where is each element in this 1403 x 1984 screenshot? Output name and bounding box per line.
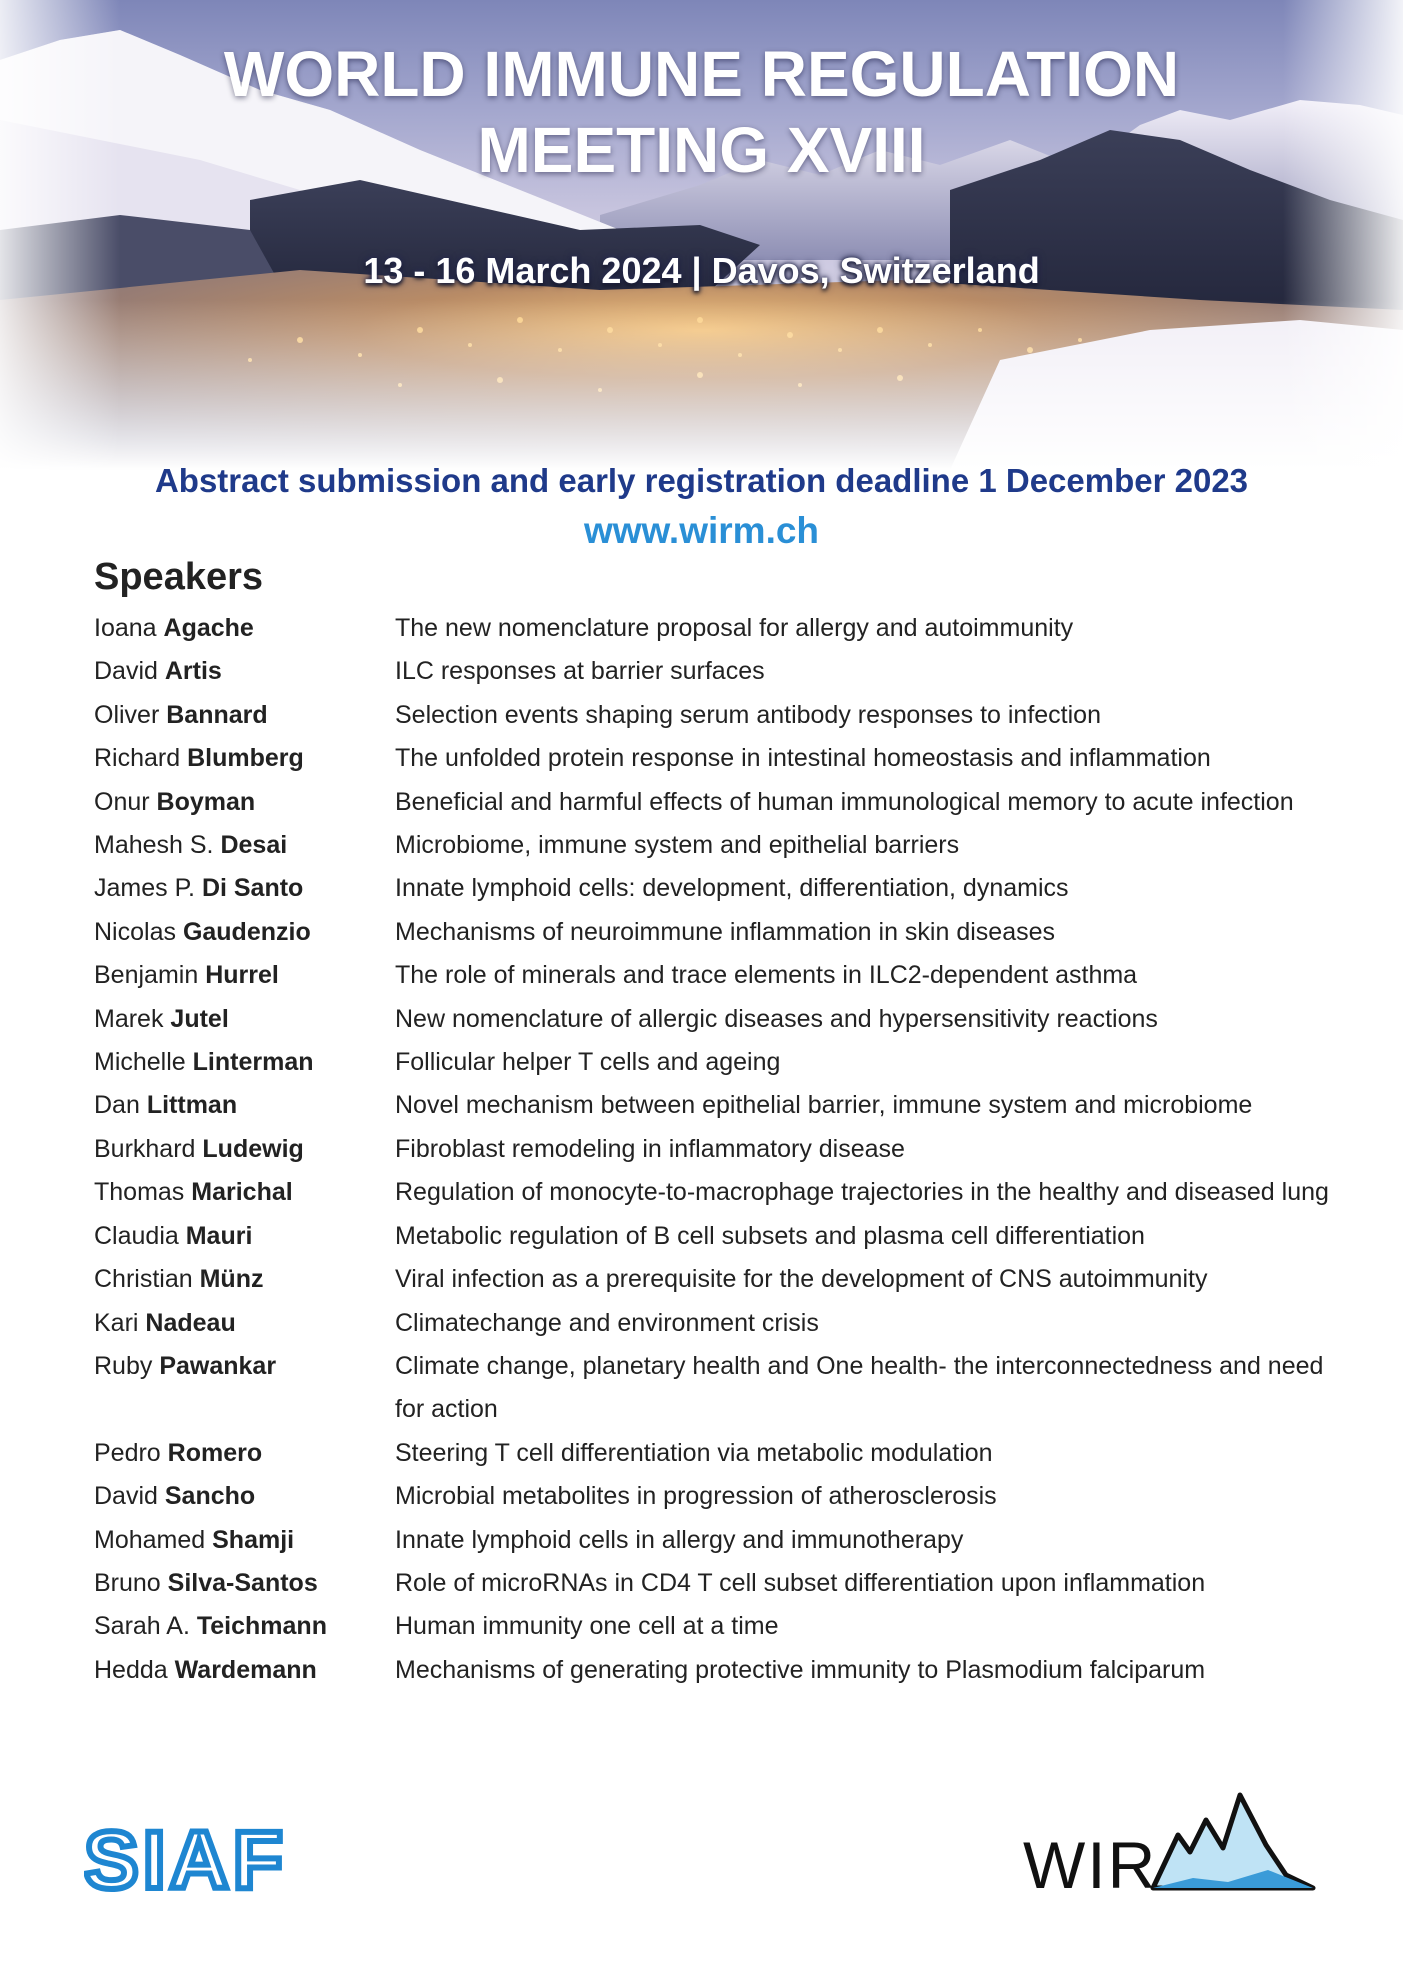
talk-title: Metabolic regulation of B cell subsets and plasma cell differentiation bbox=[395, 1221, 1145, 1250]
speaker-last-name: Shamji bbox=[212, 1525, 295, 1554]
speaker-last-name: Sancho bbox=[164, 1482, 256, 1511]
speaker-name bbox=[94, 737, 394, 780]
talk-title: Innate lymphoid cells in allergy and immunotherapy bbox=[395, 1525, 964, 1554]
talk-title: New nomenclature of allergic diseases and hypersensitivity reactions bbox=[395, 1004, 1158, 1033]
speaker-first-name: Ruby bbox=[94, 1351, 153, 1380]
speaker-first-name: Pedro bbox=[94, 1438, 161, 1467]
speaker-first-name: Mohamed bbox=[94, 1525, 206, 1554]
speaker-row bbox=[94, 1345, 1354, 1432]
speaker-row bbox=[94, 1084, 1354, 1127]
speaker-name bbox=[94, 1432, 394, 1475]
speaker-first-name: Bruno bbox=[94, 1568, 161, 1597]
speaker-last-name: Littman bbox=[146, 1091, 238, 1120]
talk-title: Role of microRNAs in CD4 T cell subset differentiation upon inflammation bbox=[395, 1568, 1206, 1597]
speakers-heading: Speakers bbox=[94, 556, 264, 598]
speaker-row bbox=[94, 1519, 1354, 1562]
speaker-last-name: Artis bbox=[164, 657, 222, 686]
speaker-first-name: Marek bbox=[94, 1004, 164, 1033]
talk-title: Viral infection as a prerequisite for the development of CNS autoimmunity bbox=[395, 1265, 1208, 1294]
speaker-name bbox=[94, 1171, 394, 1214]
talk-title: Mechanisms of neuroimmune inflammation in skin diseases bbox=[395, 917, 1056, 946]
event-date-location: 13 - 16 March 2024 | Davos, Switzerland bbox=[363, 250, 1040, 291]
speaker-first-name: Sarah A. bbox=[94, 1612, 190, 1641]
speaker-name bbox=[94, 1215, 394, 1258]
wirm-logo-text: WIR bbox=[1023, 1828, 1158, 1900]
speaker-row bbox=[94, 1128, 1354, 1171]
speaker-name bbox=[94, 867, 394, 910]
event-title-line-2: MEETING XVIII bbox=[477, 114, 926, 186]
speaker-last-name: Teichmann bbox=[196, 1612, 327, 1641]
speaker-last-name: Jutel bbox=[170, 1004, 229, 1033]
talk-title: Steering T cell differentiation via metabolic modulation bbox=[395, 1438, 993, 1467]
speaker-row bbox=[94, 824, 1354, 867]
speaker-name bbox=[94, 1128, 394, 1171]
speaker-row bbox=[94, 954, 1354, 997]
speaker-list bbox=[94, 607, 1354, 1692]
talk-title: Follicular helper T cells and ageing bbox=[395, 1048, 781, 1077]
speaker-name bbox=[94, 1562, 394, 1605]
talk-title: ILC responses at barrier surfaces bbox=[395, 657, 765, 686]
speaker-last-name: Gaudenzio bbox=[182, 917, 311, 946]
talk-title: Innate lymphoid cells: development, differentiation, dynamics bbox=[395, 874, 1069, 903]
speaker-last-name: Wardemann bbox=[174, 1655, 317, 1684]
talk-title: The unfolded protein response in intestinal homeostasis and inflammation bbox=[395, 744, 1211, 773]
speaker-row bbox=[94, 1171, 1354, 1214]
siaf-logo bbox=[84, 1822, 324, 1905]
speaker-last-name: Mauri bbox=[185, 1221, 253, 1250]
speaker-row bbox=[94, 867, 1354, 910]
speaker-row bbox=[94, 737, 1354, 780]
talk-title: Human immunity one cell at a time bbox=[395, 1612, 779, 1641]
talk-title: Regulation of monocyte-to-macrophage trajectories in the healthy and diseased lung bbox=[395, 1178, 1329, 1207]
speaker-last-name: Nadeau bbox=[145, 1308, 236, 1337]
talk-title: Mechanisms of generating protective immunity to Plasmodium falciparum bbox=[395, 1655, 1206, 1684]
speaker-last-name: Boyman bbox=[156, 787, 256, 816]
speaker-first-name: Hedda bbox=[94, 1655, 168, 1684]
speaker-name bbox=[94, 1258, 394, 1301]
speaker-name bbox=[94, 1084, 394, 1127]
website-link[interactable]: www.wirm.ch bbox=[583, 510, 820, 551]
talk-title: The role of minerals and trace elements in ILC2-dependent asthma bbox=[395, 961, 1138, 990]
speaker-first-name: David bbox=[94, 657, 158, 686]
speaker-first-name: Benjamin bbox=[94, 961, 199, 990]
speaker-first-name: David bbox=[94, 1482, 158, 1511]
speaker-name bbox=[94, 1302, 394, 1345]
header-banner bbox=[0, 0, 1403, 470]
speaker-row bbox=[94, 1432, 1354, 1475]
speaker-row bbox=[94, 607, 1354, 650]
speaker-row bbox=[94, 911, 1354, 954]
speaker-last-name: Marichal bbox=[191, 1178, 293, 1207]
speaker-row bbox=[94, 1258, 1354, 1301]
deadline-notice: Abstract submission and early registration deadline 1 December 2023 bbox=[154, 462, 1249, 499]
speaker-name bbox=[94, 824, 394, 867]
speaker-name bbox=[94, 998, 394, 1041]
talk-title: Beneficial and harmful effects of human immunological memory to acute infection bbox=[395, 787, 1294, 816]
speaker-first-name: Christian bbox=[94, 1265, 193, 1294]
speaker-name bbox=[94, 607, 394, 650]
talk-title: Microbial metabolites in progression of atherosclerosis bbox=[395, 1482, 997, 1511]
speaker-first-name: Claudia bbox=[94, 1221, 179, 1250]
speaker-row bbox=[94, 1041, 1354, 1084]
speaker-name bbox=[94, 1345, 394, 1388]
speaker-last-name: Agache bbox=[163, 614, 254, 642]
speaker-last-name: Ludewig bbox=[202, 1134, 304, 1163]
speaker-last-name: Blumberg bbox=[187, 744, 304, 773]
talk-title: Novel mechanism between epithelial barrier, immune system and microbiome bbox=[395, 1091, 1253, 1120]
speaker-name bbox=[94, 954, 394, 997]
speaker-first-name: Onur bbox=[94, 787, 150, 816]
wirm-logo bbox=[1018, 1790, 1318, 1905]
mountain-icon bbox=[1153, 1795, 1313, 1888]
speaker-name bbox=[94, 1605, 394, 1648]
speaker-name bbox=[94, 1041, 394, 1084]
speaker-row bbox=[94, 1562, 1354, 1605]
speaker-row bbox=[94, 650, 1354, 693]
speaker-row bbox=[94, 694, 1354, 737]
speaker-name bbox=[94, 781, 394, 824]
speaker-name bbox=[94, 1475, 394, 1518]
speaker-last-name: Münz bbox=[199, 1265, 264, 1294]
talk-title: Climatechange and environment crisis bbox=[395, 1308, 819, 1337]
speaker-first-name: Thomas bbox=[94, 1178, 185, 1207]
speaker-last-name: Linterman bbox=[192, 1048, 314, 1077]
speaker-first-name: Richard bbox=[94, 744, 181, 773]
speaker-name bbox=[94, 650, 394, 693]
siaf-logo-text: SIAF bbox=[84, 1822, 287, 1900]
speaker-first-name: Ioana bbox=[94, 614, 157, 642]
speaker-last-name: Pawankar bbox=[159, 1351, 277, 1380]
speaker-first-name: Mahesh S. bbox=[94, 831, 214, 860]
speaker-last-name: Silva-Santos bbox=[167, 1568, 318, 1597]
speaker-last-name: Di Santo bbox=[201, 874, 304, 903]
speaker-row bbox=[94, 1475, 1354, 1518]
talk-title: Selection events shaping serum antibody responses to infection bbox=[395, 700, 1101, 729]
speaker-first-name: Oliver bbox=[94, 700, 160, 729]
speaker-first-name: James P. bbox=[94, 874, 195, 903]
speaker-last-name: Romero bbox=[167, 1438, 263, 1467]
speaker-row bbox=[94, 1605, 1354, 1648]
speaker-row bbox=[94, 781, 1354, 824]
speaker-last-name: Desai bbox=[220, 831, 288, 860]
speaker-first-name: Kari bbox=[94, 1308, 139, 1337]
speaker-name bbox=[94, 1519, 394, 1562]
speaker-row bbox=[94, 1649, 1354, 1692]
speaker-name bbox=[94, 694, 394, 737]
speaker-row bbox=[94, 998, 1354, 1041]
speaker-row bbox=[94, 1215, 1354, 1258]
speaker-last-name: Bannard bbox=[166, 700, 268, 729]
speaker-first-name: Dan bbox=[94, 1091, 140, 1120]
talk-title: The new nomenclature proposal for allergy and autoimmunity bbox=[395, 614, 1074, 642]
talk-title: Microbiome, immune system and epithelial barriers bbox=[395, 831, 960, 860]
speaker-first-name: Burkhard bbox=[94, 1134, 196, 1163]
speaker-first-name: Michelle bbox=[94, 1048, 186, 1077]
speaker-first-name: Nicolas bbox=[94, 917, 176, 946]
speaker-name bbox=[94, 911, 394, 954]
speaker-row bbox=[94, 1302, 1354, 1345]
talk-title: Fibroblast remodeling in inflammatory disease bbox=[395, 1134, 905, 1163]
speaker-last-name: Hurrel bbox=[205, 961, 279, 990]
talk-title: Climate change, planetary health and One health- the interconnectedness and need for action bbox=[395, 1351, 1324, 1424]
event-title-line-1: WORLD IMMUNE REGULATION bbox=[223, 38, 1180, 110]
speaker-name bbox=[94, 1649, 394, 1692]
